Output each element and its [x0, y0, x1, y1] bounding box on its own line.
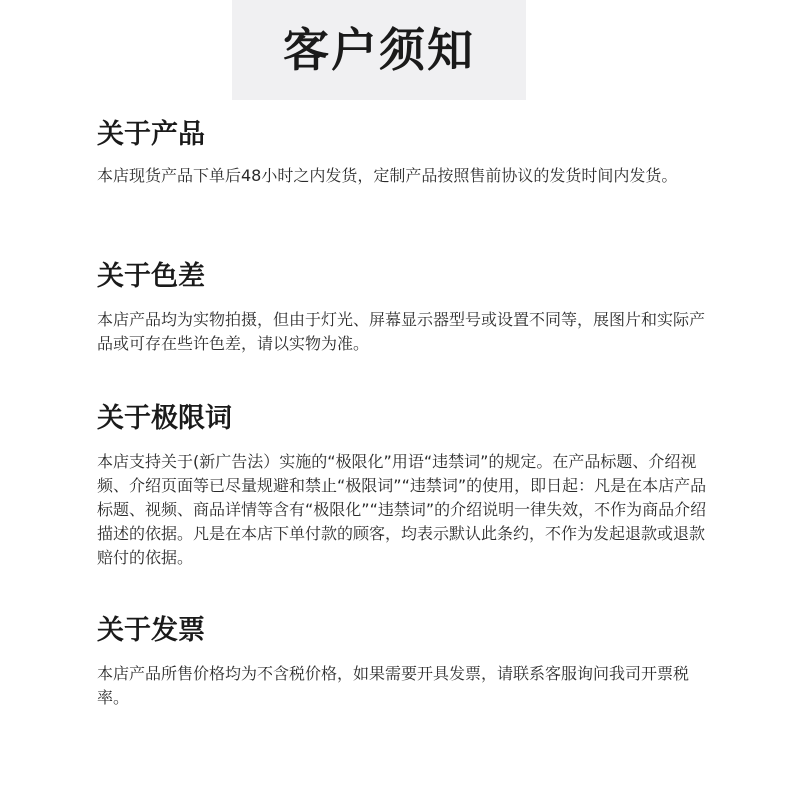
section-body: 本店产品均为实物拍摄，但由于灯光、屏幕显示器型号或设置不同等，展图片和实际产品或可存在些许色差，请以实物为准。 — [97, 310, 706, 353]
section-body: 本店产品所售价格均为不含税价格，如果需要开具发票，请联系客服询问我司开票税率。 — [97, 664, 690, 707]
section-invoice — [97, 614, 717, 710]
section-color-difference — [97, 260, 717, 356]
section-heading: 关于色差 — [97, 261, 205, 292]
section-heading: 关于极限词 — [97, 403, 232, 434]
section-heading: 关于产品 — [97, 119, 205, 150]
section-product — [97, 118, 717, 188]
title-banner — [232, 0, 526, 100]
section-heading: 关于发票 — [97, 615, 205, 646]
section-body: 本店支持关于(新广告法）实施的“极限化”用语“违禁词”的规定。在产品标题、介绍视频、介绍页面等已尽量规避和禁止“极限词”“违禁词”的使用，即日起：凡是在本店产品标题、视频、商品详情等含有“极限化”“违禁词”的介绍说明一律失效，不作为商品介绍描述的依据。凡是在本店下单付款的顾客，均表示默认此条约，不作为发起退款或退款赔付的依据。 — [97, 452, 707, 567]
page-title: 客户须知 — [283, 23, 475, 77]
section-extreme-words — [97, 402, 717, 570]
section-body: 本店现货产品下单后48小时之内发货，定制产品按照售前协议的发货时间内发货。 — [97, 166, 678, 185]
